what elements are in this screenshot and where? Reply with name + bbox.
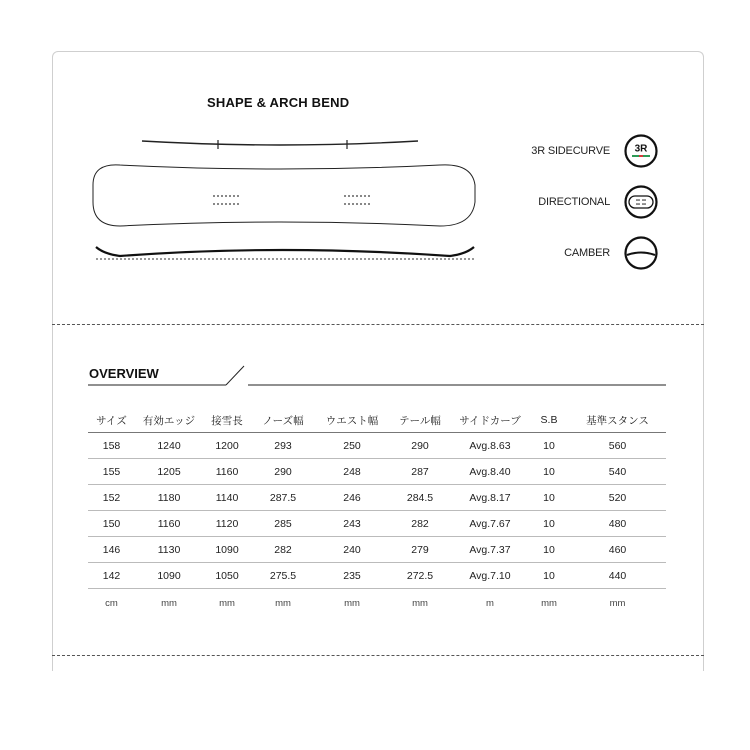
table-cell: 10 <box>529 459 569 485</box>
table-row <box>88 511 666 537</box>
table-cell: 158 <box>88 433 135 459</box>
board-diagram <box>90 130 480 270</box>
table-cell: 293 <box>251 433 315 459</box>
unit-cell: cm <box>105 597 118 609</box>
table-cell: 1205 <box>135 459 203 485</box>
table-cell: 150 <box>88 511 135 537</box>
3r-icon-text: 3R <box>634 143 648 155</box>
3r-sidecurve-icon <box>624 134 658 168</box>
table-cell: 10 <box>529 537 569 563</box>
profile-top-line <box>142 141 418 145</box>
col-nose-width: ノーズ幅 <box>251 408 315 433</box>
unit-cell: mm <box>344 597 360 609</box>
table-cell: 282 <box>251 537 315 563</box>
table-cell: 146 <box>88 537 135 563</box>
table-cell: 287 <box>389 459 451 485</box>
table-cell: 480 <box>569 511 666 537</box>
unit-cell: mm <box>412 597 428 609</box>
camber-icon <box>624 236 658 270</box>
table-cell: 1180 <box>135 485 203 511</box>
table-cell: 1240 <box>135 433 203 459</box>
overview-underline <box>88 364 668 388</box>
table-cell: 1140 <box>203 485 251 511</box>
table-row <box>88 433 666 459</box>
table-cell: 235 <box>315 563 389 589</box>
overview-title: OVERVIEW <box>89 366 159 381</box>
feature-label: DIRECTIONAL <box>538 196 610 208</box>
table-cell: 1090 <box>203 537 251 563</box>
units-row <box>88 589 666 618</box>
table-cell: Avg.7.37 <box>451 537 529 563</box>
table-cell: 287.5 <box>251 485 315 511</box>
col-tail-width: テール幅 <box>389 408 451 433</box>
table-cell: 279 <box>389 537 451 563</box>
unit-cell: mm <box>541 597 557 609</box>
table-cell: 290 <box>251 459 315 485</box>
table-cell: 10 <box>529 563 569 589</box>
table-row <box>88 537 666 563</box>
table-cell: 560 <box>569 433 666 459</box>
unit-cell: mm <box>609 597 626 609</box>
spec-table <box>88 408 666 617</box>
col-size: サイズ <box>88 408 135 433</box>
unit-cell: m <box>486 597 494 609</box>
unit-cell: mm <box>275 597 291 609</box>
col-effective-edge: 有効エッジ <box>135 408 203 433</box>
col-stance: 基準スタンス <box>569 408 666 433</box>
table-cell: 282 <box>389 511 451 537</box>
table-cell: 10 <box>529 485 569 511</box>
table-cell: 250 <box>315 433 389 459</box>
table-cell: 520 <box>569 485 666 511</box>
board-outline <box>93 165 475 226</box>
table-cell: 240 <box>315 537 389 563</box>
table-cell: 540 <box>569 459 666 485</box>
table-cell: 142 <box>88 563 135 589</box>
feature-label: 3R SIDECURVE <box>531 145 610 157</box>
table-cell: 1200 <box>203 433 251 459</box>
camber-profile <box>96 247 474 256</box>
table-cell: Avg.8.17 <box>451 485 529 511</box>
table-cell: Avg.7.67 <box>451 511 529 537</box>
unit-cell: mm <box>219 597 235 609</box>
col-sidecurve: サイドカーブ <box>451 408 529 433</box>
insert-pattern-right <box>344 195 370 205</box>
table-cell: 248 <box>315 459 389 485</box>
table-cell: Avg.8.40 <box>451 459 529 485</box>
table-cell: 246 <box>315 485 389 511</box>
table-cell: 284.5 <box>389 485 451 511</box>
table-cell: Avg.7.10 <box>451 563 529 589</box>
table-cell: 1130 <box>135 537 203 563</box>
feature-camber <box>564 236 658 270</box>
table-cell: 10 <box>529 433 569 459</box>
table-cell: 243 <box>315 511 389 537</box>
table-cell: 10 <box>529 511 569 537</box>
col-waist-width: ウエスト幅 <box>315 408 389 433</box>
table-cell: 1120 <box>203 511 251 537</box>
col-contact-length: 接雪長 <box>203 408 251 433</box>
feature-directional <box>538 185 658 219</box>
table-header-row <box>88 408 666 433</box>
col-setback: S.B <box>529 408 569 433</box>
table-row <box>88 563 666 589</box>
insert-pattern-left <box>213 195 239 205</box>
table-cell: 152 <box>88 485 135 511</box>
feature-label: CAMBER <box>564 247 610 259</box>
table-cell: 1160 <box>203 459 251 485</box>
unit-cell: mm <box>161 597 177 609</box>
feature-3r-sidecurve <box>531 134 658 168</box>
table-cell: 460 <box>569 537 666 563</box>
table-cell: 290 <box>389 433 451 459</box>
table-row <box>88 459 666 485</box>
directional-icon <box>624 185 658 219</box>
table-cell: 272.5 <box>389 563 451 589</box>
shape-title: SHAPE & ARCH BEND <box>207 95 350 110</box>
table-cell: 1090 <box>135 563 203 589</box>
table-cell: 440 <box>569 563 666 589</box>
table-cell: Avg.8.63 <box>451 433 529 459</box>
section-divider <box>52 324 704 325</box>
table-row <box>88 485 666 511</box>
table-cell: 275.5 <box>251 563 315 589</box>
table-cell: 155 <box>88 459 135 485</box>
bottom-divider <box>52 655 704 656</box>
table-cell: 1050 <box>203 563 251 589</box>
table-cell: 285 <box>251 511 315 537</box>
table-cell: 1160 <box>135 511 203 537</box>
